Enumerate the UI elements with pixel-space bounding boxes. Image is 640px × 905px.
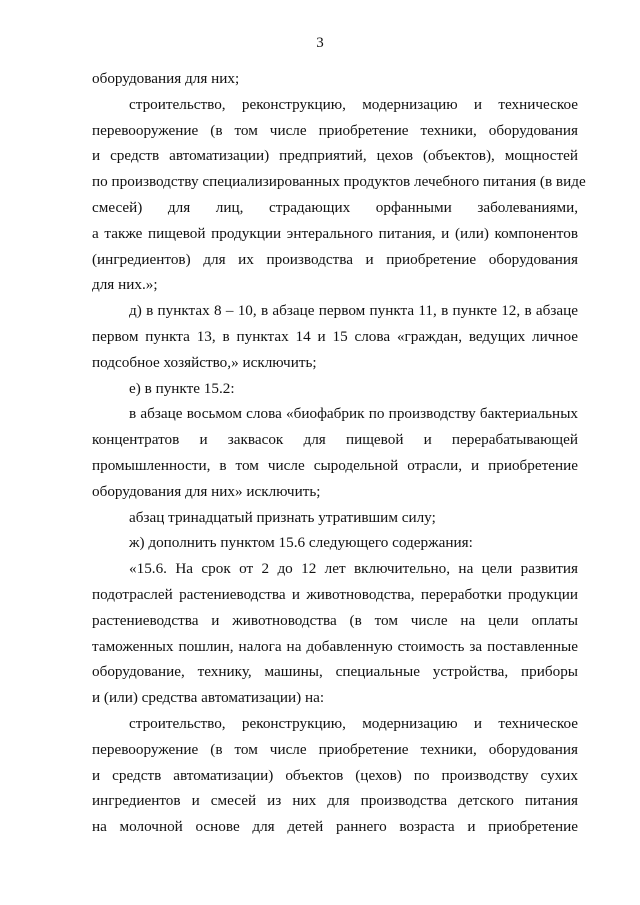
text-line: и средств автоматизации) предприятий, цехов (объектов), мощностей — [92, 147, 578, 165]
document-body — [92, 66, 586, 840]
text-line: строительство, реконструкцию, модернизацию и техническое — [129, 714, 578, 732]
text-line: перевооружение (в том числе приобретение техники, оборудования — [92, 121, 578, 139]
text-line: подотраслей растениеводства и животноводства, переработки продукции — [92, 585, 578, 603]
page-number: 3 — [316, 35, 324, 51]
text-line: ж) дополнить пунктом 15.6 следующего содержания: — [129, 534, 473, 552]
text-line: оборудование, технику, машины, специальные устройства, приборы — [92, 663, 578, 681]
text-line: растениеводства и животноводства (в том числе на цели оплаты — [92, 611, 578, 629]
text-line: по производству специализированных продуктов лечебного питания (в виде — [92, 173, 586, 191]
text-line: перевооружение (в том числе приобретение техники, оборудования — [92, 740, 578, 758]
text-line: и (или) средства автоматизации) на: — [92, 689, 325, 707]
text-line: оборудования для них» исключить; — [92, 482, 321, 500]
text-line: промышленности, в том числе сыродельной отрасли, и приобретение — [92, 456, 578, 474]
text-line: на молочной основе для детей раннего возраста и приобретение — [92, 818, 578, 836]
text-line: и средств автоматизации) объектов (цехов) по производству сухих — [92, 766, 578, 784]
text-line: смесей) для лиц, страдающих орфанными заболеваниями, — [92, 198, 578, 216]
text-line: в абзаце восьмом слова «биофабрик по производству бактериальных — [129, 405, 578, 423]
text-line: е) в пункте 15.2: — [129, 379, 235, 397]
text-line: таможенных пошлин, налога на добавленную стоимость за поставленные — [92, 637, 578, 655]
text-line: (ингредиентов) для их производства и приобретение оборудования — [92, 250, 578, 268]
text-line: а также пищевой продукции энтерального питания, и (или) компонентов — [92, 224, 578, 242]
text-line: подсобное хозяйство,» исключить; — [92, 353, 317, 371]
text-line: первом пункта 13, в пунктах 14 и 15 слова «граждан, ведущих личное — [92, 327, 578, 345]
text-line: для них.»; — [92, 276, 158, 294]
text-line: концентратов и заквасок для пищевой и перерабатывающей — [92, 431, 578, 449]
text-line: ингредиентов и смесей из них для производства детского питания — [92, 792, 578, 810]
text-line: абзац тринадцатый признать утратившим силу; — [129, 508, 436, 526]
text-line: строительство, реконструкцию, модернизацию и техническое — [129, 95, 578, 113]
text-line: д) в пунктах 8 – 10, в абзаце первом пункта 11, в пункте 12, в абзаце — [129, 302, 578, 320]
text-line: оборудования для них; — [92, 70, 240, 87]
text-line: «15.6. На срок от 2 до 12 лет включительно, на цели развития — [129, 560, 578, 578]
